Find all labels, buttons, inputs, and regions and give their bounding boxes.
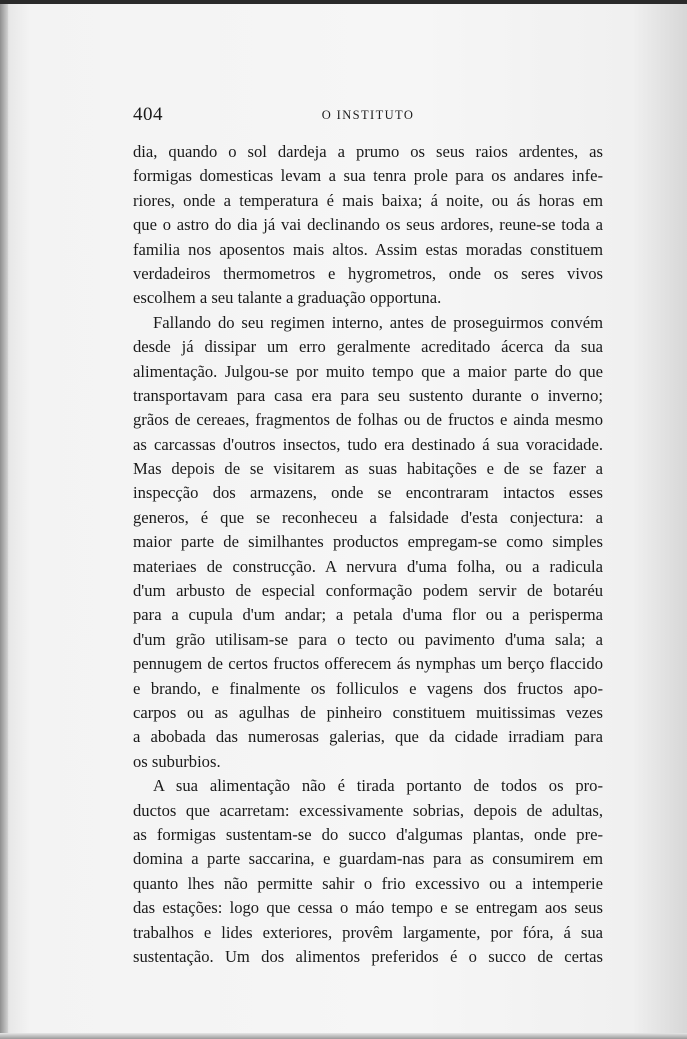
- text-line: formigas domesticas levam a sua tenra prole para os andares infe-: [133, 166, 603, 186]
- text-line: desde já dissipar um erro geralmente acreditado ácerca da sua: [133, 337, 603, 357]
- text-line: Fallando do seu regimen interno, antes de proseguirmos convém: [153, 312, 603, 332]
- text-line: domina a parte saccarina, e guardam-nas para as consumirem em: [133, 849, 603, 869]
- text-line: quanto lhes não permitte sahir o frio excessivo ou a intemperie: [133, 873, 603, 893]
- text-line: materiaes de construcção. A nervura d'uma folha, ou a radicula: [133, 556, 603, 576]
- body-text: [133, 140, 603, 969]
- text-line: dia, quando o sol dardeja a prumo os seus raios ardentes, as: [133, 142, 603, 161]
- text-line: inspecção dos armazens, onde se encontraram intactos esses: [133, 483, 603, 503]
- text-line: pennugem de certos fructos offerecem ás nymphas um berço flaccido: [133, 654, 603, 674]
- text-line: as formigas sustentam-se do succo d'algumas plantas, onde pre-: [133, 824, 603, 844]
- text-line: Mas depois de se visitarem as suas habitações e de se fazer a: [133, 459, 603, 479]
- text-line: d'um grão utilisam-se para o tecto ou pavimento d'uma sala; a: [133, 629, 603, 649]
- text-line: A sua alimentação não é tirada portanto de todos os pro-: [153, 776, 603, 796]
- text-line: a abobada das numerosas galerias, que da cidade irradiam para: [133, 727, 603, 747]
- page-gutter-shadow: [0, 4, 8, 1034]
- text-line: que o astro do dia já vai declinando os seus ardores, reune-se toda a: [133, 215, 603, 235]
- text-line: alimentação. Julgou-se por muito tempo que a maior parte do que: [133, 361, 603, 381]
- text-line: carpos ou as agulhas de pinheiro constituem muitissimas vezes: [133, 702, 603, 722]
- text-line: e brando, e finalmente os folliculos e vagens dos fructos apo-: [133, 678, 603, 698]
- text-line: trabalhos e lides exteriores, provêm largamente, por fóra, á sua: [133, 922, 603, 942]
- text-line: transportavam para casa era para seu sustento durante o inverno;: [133, 385, 603, 405]
- text-line: d'um arbusto de especial conformação podem servir de botaréu: [133, 581, 603, 601]
- page-header: [133, 104, 603, 130]
- text-line: das estações: logo que cessa o máo tempo e se entregam aos seus: [133, 898, 603, 918]
- text-line: verdadeiros thermometros e hygrometros, onde os seres vivos: [133, 263, 603, 283]
- text-line: os suburbios.: [133, 751, 221, 771]
- text-line: grãos de cereaes, fragmentos de folhas ou de fructos e ainda mesmo: [133, 410, 603, 430]
- text-line: escolhem a seu talante a graduação opportuna.: [133, 288, 442, 308]
- page-number: 404: [133, 104, 163, 125]
- running-title: O INSTITUTO: [321, 108, 415, 122]
- text-line: generos, é que se reconheceu a falsidade d'esta conjectura: a: [133, 507, 603, 527]
- text-line: familia nos aposentos mais altos. Assim estas moradas constituem: [133, 239, 603, 259]
- text-line: ductos que acarretam: excessivamente sobrias, depois de adultas,: [133, 800, 603, 820]
- text-line: maior parte de similhantes productos empregam-se como simples: [133, 532, 603, 552]
- text-line: sustentação. Um dos alimentos preferidos é o succo de certas: [133, 946, 603, 966]
- text-line: para a cupula d'um andar; a petala d'uma flor ou a perisperma: [133, 605, 603, 625]
- text-line: riores, onde a temperatura é mais baixa; á noite, ou ás horas em: [133, 190, 603, 210]
- text-line: as carcassas d'outros insectos, tudo era destinado á sua voracidade.: [133, 434, 603, 454]
